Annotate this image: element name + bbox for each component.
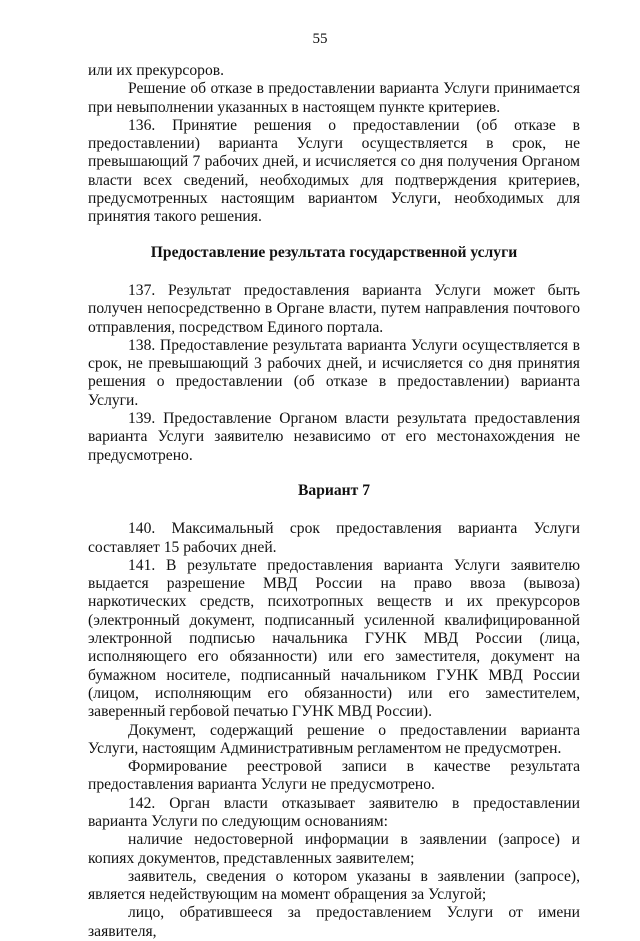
paragraph-continuation: или их прекурсоров. [88, 62, 224, 79]
paragraph-registry-record: Формирование реестровой записи в качестве результата предоставления варианта Услуги не предусмотрено. [88, 758, 580, 794]
paragraph-139: 139. Предоставление Органом власти результата предоставления варианта Услуги заявителю независимо от его местонахождения не предусмотрено. [88, 410, 580, 464]
paragraph-142: 142. Орган власти отказывает заявителю в предоставлении варианта Услуги по следующим основаниям: [88, 794, 580, 830]
paragraph-137: 137. Результат предоставления варианта Услуги может быть получен непосредственно в Органе власти, путем направления почтового отправления, посредством Единого портала. [88, 281, 580, 336]
paragraph-refusal-decision: Решение об отказе в предоставлении варианта Услуги принимается при невыполнении указанных в настоящем пункте критериев. [88, 80, 580, 116]
paragraph-138: 138. Предоставление результата варианта Услуги осуществляется в срок, не превышающий 3 рабочих дней, и исчисляется со дня принятия решения о предоставлении (об отказе в предоставлении) варианта Услуги. [88, 336, 580, 409]
section-heading-result: Предоставление результата государственной услуги [150, 243, 518, 261]
paragraph-ground-inactive-applicant: заявитель, сведения о котором указаны в заявлении (запросе), является недействующим на момент обращения за Услугой; [88, 867, 580, 904]
page-number: 55 [312, 31, 328, 47]
paragraph-136: 136. Принятие решения о предоставлении (об отказе в предоставлении) варианта Услуги осуществляется в срок, не превышающий 7 рабочих дней, и исчисляется со дня получения Органом власти всех сведений, необходимых для подтверждения критериев, предусмотренных настоящим вариантом Услуги, необходимых для принятия такого решения. [88, 116, 580, 226]
paragraph-document-decision: Документ, содержащий решение о предоставлении варианта Услуги, настоящим Административным регламентом не предусмотрен. [88, 721, 580, 757]
document-body [88, 62, 580, 941]
paragraph-140: 140. Максимальный срок предоставления варианта Услуги составляет 15 рабочих дней. [88, 520, 580, 556]
paragraph-141: 141. В результате предоставления варианта Услуги заявителю выдается разрешение МВД России на право ввоза (вывоза) наркотических средств, психотропных веществ и их прекурсоров (электронный документ, подписанный усиленной квалифицированной электронной подписью начальника ГУНК МВД России (лица, исполняющего его обязанности) или его заместителя, документ на бумажном носителе, подписанный начальником ГУНК МВД России (лицом, исполняющим его обязанности) или его заместителем, заверенный гербовой печатью ГУНК МВД России). [88, 556, 580, 721]
paragraph-ground-false-info: наличие недостоверной информации в заявлении (запросе) и копиях документов, представленных заявителем; [88, 831, 580, 867]
variant-heading: Вариант 7 [298, 481, 370, 499]
paragraph-ground-representative: лицо, обратившееся за предоставлением Услуги от имени заявителя, [88, 904, 580, 940]
